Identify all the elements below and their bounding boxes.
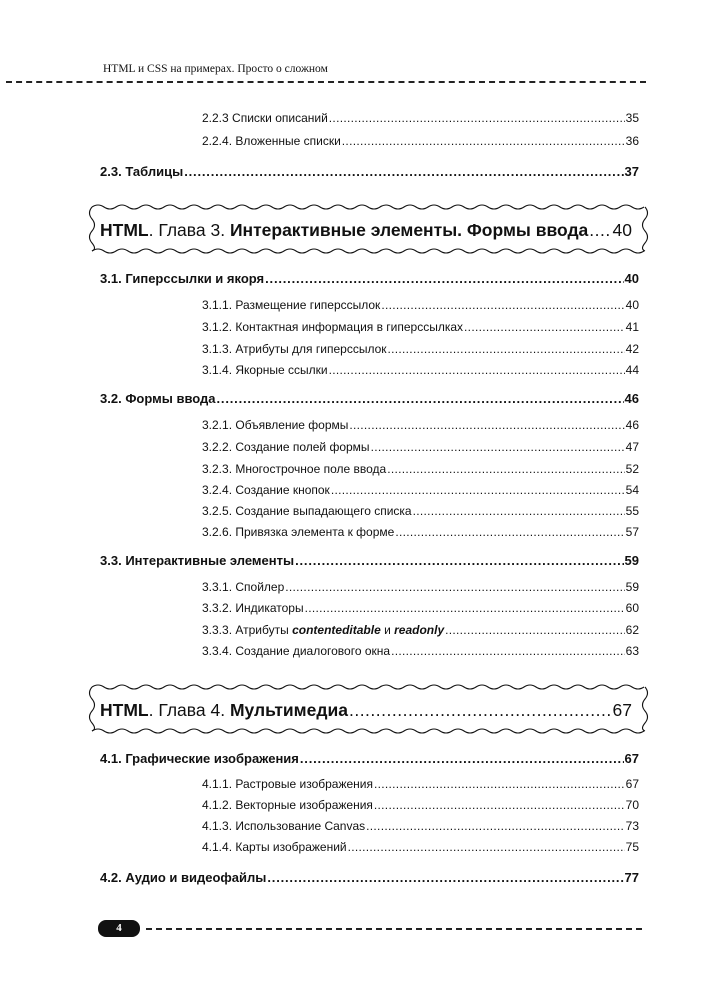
page-number-badge: 4 — [98, 920, 140, 937]
dot-leader — [464, 319, 625, 335]
entry-number: 3.3.4. — [202, 644, 233, 658]
entry-page: 40 — [625, 298, 639, 312]
toc-entry-3-2-1[interactable] — [202, 417, 639, 433]
section-page: 67 — [624, 751, 639, 766]
section-title: Графические изображения — [125, 751, 299, 766]
entry-page: 57 — [625, 525, 639, 539]
entry-title: Растровые изображения — [235, 777, 373, 791]
dot-leader — [265, 270, 623, 288]
toc-entry-3-2-6[interactable] — [202, 524, 639, 540]
toc-section-3-1[interactable] — [100, 270, 639, 288]
dot-leader — [267, 869, 623, 887]
section-page: 77 — [624, 870, 639, 885]
chapter-label: . Глава 3. — [148, 220, 230, 240]
entry-page: 41 — [625, 320, 639, 334]
entry-page: 54 — [625, 483, 639, 497]
entry-number: 3.3.3. — [202, 623, 233, 637]
entry-page: 44 — [625, 363, 639, 377]
toc-section-2-3[interactable] — [100, 163, 639, 181]
chapter-prefix: HTML — [100, 220, 149, 240]
toc-entry-3-3-3[interactable] — [202, 622, 639, 638]
toc-section-3-2[interactable] — [100, 390, 639, 408]
section-title: Гиперссылки и якоря — [125, 271, 265, 286]
dot-leader — [295, 552, 623, 570]
toc-entry-3-2-2[interactable] — [202, 439, 639, 455]
dot-leader — [371, 439, 625, 455]
dot-leader — [348, 839, 625, 855]
chapter-title: Мультимедиа — [229, 700, 348, 720]
header-divider — [6, 81, 646, 83]
entry-page: 52 — [625, 462, 639, 476]
entry-page: 42 — [625, 342, 639, 356]
entry-page: 75 — [625, 840, 639, 854]
toc-entry-3-3-1[interactable] — [202, 579, 639, 595]
footer-divider — [146, 928, 642, 930]
attribute-readonly: readonly — [394, 623, 445, 637]
entry-page: 70 — [625, 798, 639, 812]
entry-title: Размещение гиперссылок — [235, 298, 381, 312]
section-title: Аудио и видеофайлы — [125, 870, 267, 885]
entry-title: Индикаторы — [235, 601, 304, 615]
entry-title: Привязка элемента к форме — [235, 525, 395, 539]
dot-leader — [329, 110, 625, 126]
entry-number: 4.1.1. — [202, 777, 233, 791]
entry-title: Создание диалогового окна — [235, 644, 391, 658]
entry-title-part: Атрибуты — [235, 623, 293, 637]
toc-section-3-3[interactable] — [100, 552, 639, 570]
section-title: Формы ввода — [125, 391, 216, 406]
chapter-page: 67 — [612, 700, 632, 720]
section-number: 4.1. — [100, 751, 122, 766]
entry-number: 2.2.4. — [202, 134, 233, 148]
dot-leader — [184, 163, 623, 181]
entry-page: 35 — [625, 111, 639, 125]
entry-number: 4.1.4. — [202, 840, 233, 854]
entry-page: 73 — [625, 819, 639, 833]
section-number: 2.3. — [100, 164, 122, 179]
entry-number: 3.2.2. — [202, 440, 233, 454]
entry-number: 4.1.2. — [202, 798, 233, 812]
dot-leader — [331, 482, 625, 498]
entry-page: 67 — [625, 777, 639, 791]
toc-entry-3-3-2[interactable] — [202, 600, 639, 616]
toc-entry-3-1-3[interactable] — [202, 341, 639, 357]
entry-number: 2.2.3 — [202, 111, 229, 125]
toc-entry-4-1-3[interactable] — [202, 818, 639, 834]
entry-title: Якорные ссылки — [235, 363, 328, 377]
entry-page: 47 — [625, 440, 639, 454]
toc-entry-3-1-4[interactable] — [202, 362, 639, 378]
dot-leader — [342, 133, 625, 149]
section-page: 40 — [624, 271, 639, 286]
section-title: Таблицы — [125, 164, 184, 179]
chapter-3-line — [100, 218, 632, 242]
dot-leader — [374, 776, 625, 792]
dot-leader — [329, 362, 625, 378]
dot-leader — [395, 524, 624, 540]
dot-leader — [445, 622, 625, 638]
dot-leader — [285, 579, 624, 595]
section-page: 37 — [624, 164, 639, 179]
section-number: 3.3. — [100, 553, 122, 568]
entry-number: 3.2.5. — [202, 504, 233, 518]
toc-entry-3-2-5[interactable] — [202, 503, 639, 519]
chapter-3-banner[interactable] — [84, 203, 654, 255]
toc-section-4-2[interactable] — [100, 869, 639, 887]
entry-title: Векторные изображения — [235, 798, 373, 812]
toc-section-4-1[interactable] — [100, 750, 639, 768]
entry-page: 59 — [625, 580, 639, 594]
dot-leader — [413, 503, 625, 519]
entry-title-part: и — [380, 623, 395, 637]
entry-page: 62 — [625, 623, 639, 637]
running-head: HTML и CSS на примерах. Просто о сложном — [103, 63, 328, 75]
dot-leader — [366, 818, 624, 834]
section-page: 59 — [624, 553, 639, 568]
dot-leader — [387, 461, 624, 477]
entry-title: Контактная информация в гиперссылках — [235, 320, 464, 334]
entry-page: 55 — [625, 504, 639, 518]
entry-number: 3.1.3. — [202, 342, 233, 356]
section-number: 4.2. — [100, 870, 122, 885]
entry-title: Использование Canvas — [235, 819, 366, 833]
entry-number: 3.2.6. — [202, 525, 233, 539]
entry-number: 3.2.3. — [202, 462, 233, 476]
entry-number: 3.1.1. — [202, 298, 233, 312]
entry-page: 46 — [625, 418, 639, 432]
dot-leader — [391, 643, 625, 659]
entry-title: Создание выпадающего списка — [235, 504, 412, 518]
chapter-4-line — [100, 698, 632, 722]
entry-title: Создание полей формы — [235, 440, 370, 454]
chapter-prefix: HTML — [100, 700, 149, 720]
section-number: 3.1. — [100, 271, 122, 286]
chapter-4-banner[interactable] — [84, 683, 654, 735]
entry-title: Создание кнопок — [235, 483, 330, 497]
toc-entry-2-2-3[interactable] — [202, 110, 639, 126]
toc-entry-3-1-1[interactable] — [202, 297, 639, 313]
section-page: 46 — [624, 391, 639, 406]
entry-title: Объявление формы — [235, 418, 349, 432]
dot-leader — [217, 390, 624, 408]
dot-leader — [305, 600, 625, 616]
chapter-label: . Глава 4. — [148, 700, 230, 720]
entry-title: Вложенные списки — [235, 134, 341, 148]
toc-entry-3-2-3[interactable] — [202, 461, 639, 477]
entry-page: 60 — [625, 601, 639, 615]
chapter-title: Интерактивные элементы. Формы ввода — [229, 220, 589, 240]
dot-leader — [300, 750, 624, 768]
entry-number: 4.1.3. — [202, 819, 233, 833]
entry-page: 36 — [625, 134, 639, 148]
entry-title: Атрибуты для гиперссылок — [235, 342, 387, 356]
entry-title: Списки описаний — [232, 111, 328, 125]
attribute-contenteditable: contenteditable — [292, 623, 381, 637]
section-title: Интерактивные элементы — [125, 553, 295, 568]
section-number: 3.2. — [100, 391, 122, 406]
entry-page: 63 — [625, 644, 639, 658]
toc-entry-3-2-4[interactable] — [202, 482, 639, 498]
toc-entry-4-1-1[interactable] — [202, 776, 639, 792]
entry-number: 3.2.4. — [202, 483, 233, 497]
toc-entry-4-1-2[interactable] — [202, 797, 639, 813]
dot-leader — [589, 218, 611, 242]
entry-number: 3.1.2. — [202, 320, 233, 334]
toc-entry-4-1-4[interactable] — [202, 839, 639, 855]
entry-number: 3.3.1. — [202, 580, 233, 594]
entry-title: Многострочное поле ввода — [235, 462, 387, 476]
entry-title: Спойлер — [235, 580, 285, 594]
dot-leader — [349, 417, 624, 433]
chapter-page: 40 — [612, 220, 632, 240]
entry-number: 3.3.2. — [202, 601, 233, 615]
entry-number: 3.1.4. — [202, 363, 233, 377]
toc-entry-3-3-4[interactable] — [202, 643, 639, 659]
dot-leader — [349, 698, 612, 722]
dot-leader — [388, 341, 625, 357]
toc-entry-2-2-4[interactable] — [202, 133, 639, 149]
toc-entry-3-1-2[interactable] — [202, 319, 639, 335]
entry-number: 3.2.1. — [202, 418, 233, 432]
entry-title: Карты изображений — [235, 840, 347, 854]
dot-leader — [381, 297, 624, 313]
dot-leader — [374, 797, 625, 813]
